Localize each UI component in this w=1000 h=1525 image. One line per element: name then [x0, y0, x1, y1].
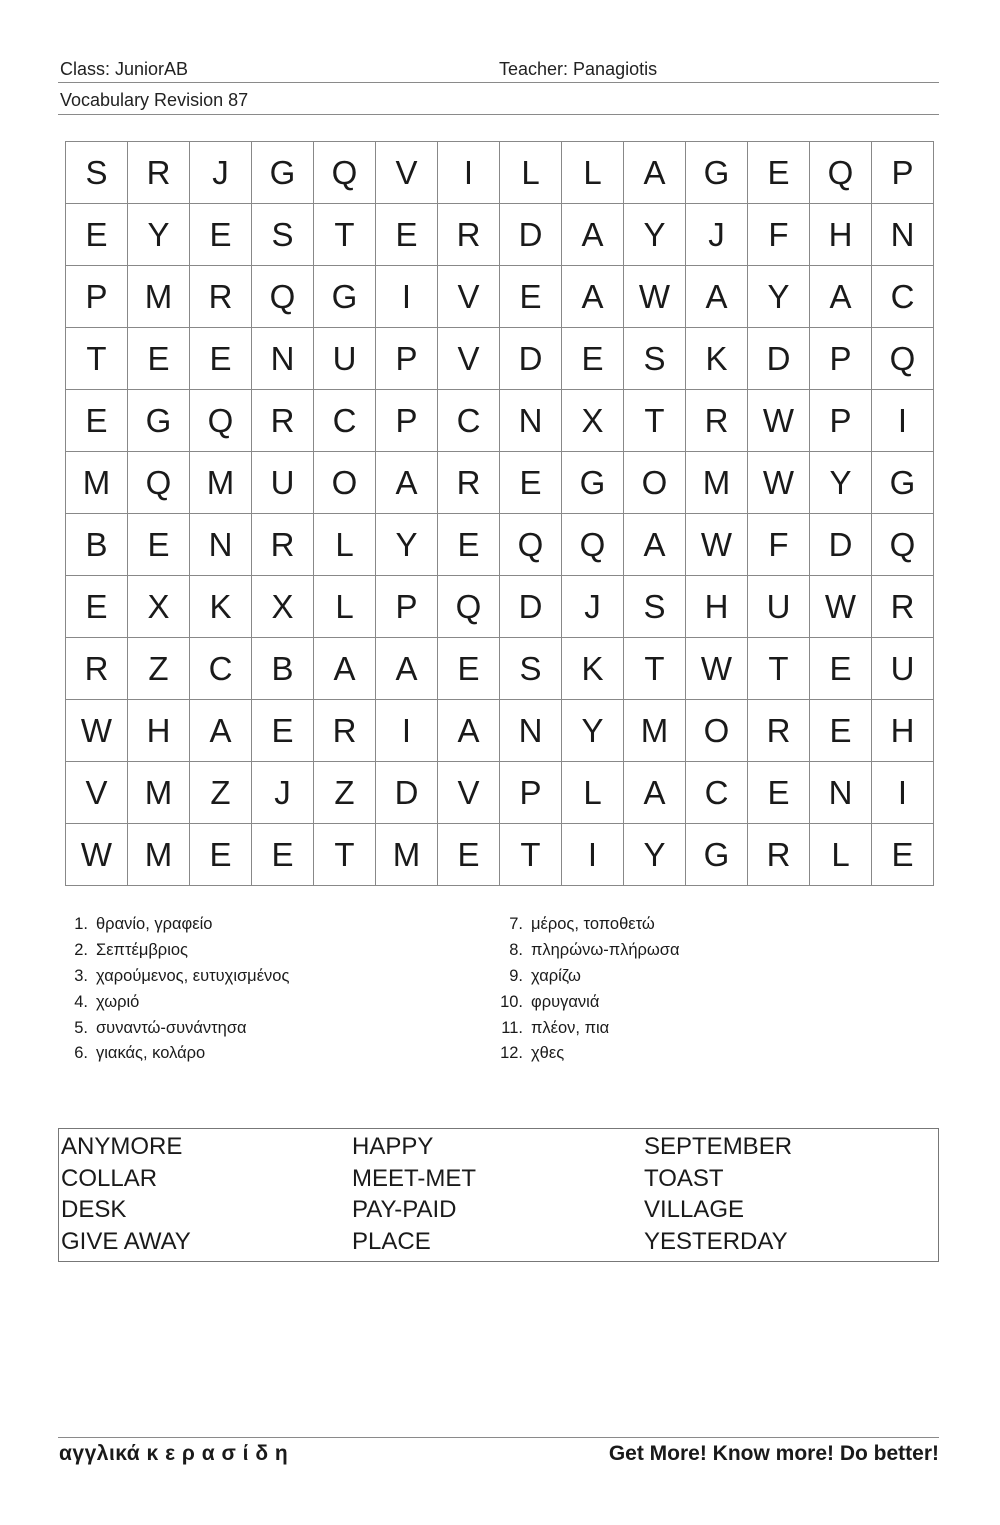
grid-cell[interactable]: U: [314, 328, 376, 390]
grid-cell[interactable]: D: [810, 514, 872, 576]
grid-cell[interactable]: P: [376, 576, 438, 638]
grid-cell[interactable]: W: [686, 514, 748, 576]
grid-cell[interactable]: C: [190, 638, 252, 700]
word-bank-word: ANYMORE: [61, 1133, 183, 1160]
grid-cell[interactable]: S: [252, 204, 314, 266]
grid-cell[interactable]: W: [66, 824, 128, 886]
grid-cell[interactable]: M: [66, 452, 128, 514]
word-bank-word: VILLAGE: [644, 1196, 745, 1223]
clue-text: θρανίο, γραφείο: [96, 915, 213, 934]
grid-cell[interactable]: A: [810, 266, 872, 328]
grid-cell[interactable]: V: [376, 142, 438, 204]
grid-cell[interactable]: V: [438, 328, 500, 390]
grid-cell[interactable]: T: [314, 824, 376, 886]
grid-cell[interactable]: E: [376, 204, 438, 266]
clue-number: 6.: [74, 1044, 88, 1063]
grid-cell[interactable]: D: [500, 576, 562, 638]
grid-cell[interactable]: Q: [872, 328, 934, 390]
clue-text: χαρούμενος, ευτυχισμένος: [96, 966, 290, 985]
grid-cell[interactable]: R: [686, 390, 748, 452]
grid-cell[interactable]: P: [376, 328, 438, 390]
grid-cell[interactable]: T: [748, 638, 810, 700]
worksheet-title: Vocabulary Revision 87: [60, 90, 249, 110]
grid-cell[interactable]: K: [190, 576, 252, 638]
grid-cell[interactable]: O: [624, 452, 686, 514]
clue-item: [58, 1015, 289, 1041]
grid-cell[interactable]: I: [438, 142, 500, 204]
grid-cell[interactable]: Y: [562, 700, 624, 762]
clue-number: 1.: [74, 915, 88, 934]
grid-cell[interactable]: F: [748, 204, 810, 266]
grid-cell[interactable]: A: [624, 142, 686, 204]
grid-cell[interactable]: Z: [128, 638, 190, 700]
grid-cell[interactable]: Q: [810, 142, 872, 204]
grid-cell[interactable]: E: [810, 638, 872, 700]
clue-item: [493, 912, 680, 938]
grid-cell[interactable]: E: [748, 762, 810, 824]
clue-item: [58, 912, 289, 938]
grid-cell[interactable]: S: [624, 576, 686, 638]
footer-slogan: Get More! Know more! Do better!: [608, 1442, 939, 1465]
header-divider: [58, 82, 939, 83]
grid-cell[interactable]: A: [562, 204, 624, 266]
clue-number: 2.: [74, 941, 88, 960]
grid-cell[interactable]: N: [500, 390, 562, 452]
clue-item: [493, 1015, 680, 1041]
grid-cell[interactable]: E: [438, 824, 500, 886]
grid-cell[interactable]: Q: [252, 266, 314, 328]
grid-cell[interactable]: M: [190, 452, 252, 514]
grid-cell[interactable]: Y: [128, 204, 190, 266]
grid-cell[interactable]: E: [66, 204, 128, 266]
grid-cell[interactable]: R: [314, 700, 376, 762]
clue-number: 12.: [500, 1044, 523, 1063]
clue-text: πλέον, πια: [531, 1018, 610, 1037]
grid-cell[interactable]: P: [872, 142, 934, 204]
grid-cell[interactable]: H: [128, 700, 190, 762]
grid-cell[interactable]: K: [562, 638, 624, 700]
grid-cell[interactable]: Z: [314, 762, 376, 824]
grid-cell[interactable]: P: [376, 390, 438, 452]
grid-cell[interactable]: R: [748, 824, 810, 886]
clue-text: γιακάς, κολάρο: [96, 1044, 206, 1063]
clue-item: [493, 989, 680, 1015]
grid-cell[interactable]: S: [624, 328, 686, 390]
grid-cell[interactable]: R: [872, 576, 934, 638]
word-bank-word: TOAST: [644, 1164, 724, 1192]
clue-number: 10.: [500, 992, 523, 1011]
grid-cell[interactable]: D: [376, 762, 438, 824]
clue-number: 8.: [509, 941, 523, 960]
grid-cell[interactable]: L: [562, 762, 624, 824]
grid-cell[interactable]: N: [872, 204, 934, 266]
clue-text: χωριό: [96, 992, 140, 1011]
clue-number: 4.: [74, 992, 88, 1011]
grid-cell[interactable]: N: [190, 514, 252, 576]
clue-item: [58, 989, 289, 1015]
grid-cell[interactable]: M: [624, 700, 686, 762]
grid-cell[interactable]: M: [376, 824, 438, 886]
word-bank-column-1: [61, 1131, 191, 1257]
word-bank-word: PLACE: [352, 1227, 431, 1255]
grid-cell[interactable]: A: [562, 266, 624, 328]
grid-cell[interactable]: M: [128, 266, 190, 328]
grid-cell[interactable]: P: [500, 762, 562, 824]
grid-cell[interactable]: E: [500, 266, 562, 328]
grid-cell[interactable]: Y: [624, 204, 686, 266]
grid-cell[interactable]: J: [562, 576, 624, 638]
grid-cell[interactable]: U: [872, 638, 934, 700]
grid-cell[interactable]: N: [500, 700, 562, 762]
grid-cell[interactable]: E: [190, 824, 252, 886]
grid-cell[interactable]: R: [438, 452, 500, 514]
grid-cell[interactable]: Q: [314, 142, 376, 204]
grid-cell[interactable]: Q: [438, 576, 500, 638]
grid-cell[interactable]: G: [562, 452, 624, 514]
grid-cell[interactable]: A: [376, 638, 438, 700]
grid-cell[interactable]: E: [190, 328, 252, 390]
grid-cell[interactable]: Y: [624, 824, 686, 886]
grid-cell[interactable]: G: [314, 266, 376, 328]
grid-cell[interactable]: W: [748, 452, 810, 514]
grid-cell[interactable]: B: [66, 514, 128, 576]
grid-cell[interactable]: R: [190, 266, 252, 328]
grid-cell[interactable]: H: [810, 204, 872, 266]
clue-number: 9.: [509, 966, 523, 985]
clue-number: 7.: [509, 915, 523, 934]
grid-cell[interactable]: G: [252, 142, 314, 204]
grid-cell[interactable]: C: [438, 390, 500, 452]
grid-cell[interactable]: R: [438, 204, 500, 266]
grid-cell[interactable]: U: [252, 452, 314, 514]
word-bank-word: GIVE AWAY: [61, 1227, 191, 1255]
grid-cell[interactable]: A: [624, 762, 686, 824]
clue-text: πληρώνω-πλήρωσα: [531, 941, 680, 960]
clue-item: [493, 1041, 680, 1067]
grid-cell[interactable]: Q: [562, 514, 624, 576]
grid-cell[interactable]: O: [686, 700, 748, 762]
clue-item: [493, 938, 680, 964]
grid-cell[interactable]: C: [872, 266, 934, 328]
clue-text: Σεπτέμβριος: [96, 941, 188, 960]
clue-text: χαρίζω: [531, 966, 581, 985]
word-bank-column-3: [644, 1131, 792, 1257]
clue-text: χθες: [531, 1044, 565, 1063]
grid-cell[interactable]: V: [66, 762, 128, 824]
grid-cell[interactable]: J: [190, 142, 252, 204]
grid-cell[interactable]: D: [748, 328, 810, 390]
grid-cell[interactable]: W: [748, 390, 810, 452]
grid-cell[interactable]: M: [128, 762, 190, 824]
grid-cell[interactable]: Q: [190, 390, 252, 452]
grid-cell[interactable]: C: [314, 390, 376, 452]
clue-item: [58, 964, 289, 990]
word-bank-word: COLLAR: [61, 1164, 158, 1192]
grid-cell[interactable]: D: [500, 328, 562, 390]
grid-cell[interactable]: O: [314, 452, 376, 514]
grid-cell[interactable]: N: [810, 762, 872, 824]
grid-cell[interactable]: A: [376, 452, 438, 514]
clue-number: 11.: [501, 1018, 523, 1037]
grid-cell[interactable]: E: [66, 576, 128, 638]
grid-cell[interactable]: A: [624, 514, 686, 576]
grid-cell[interactable]: F: [748, 514, 810, 576]
grid-cell[interactable]: E: [438, 638, 500, 700]
grid-cell[interactable]: T: [66, 328, 128, 390]
grid-cell[interactable]: Y: [748, 266, 810, 328]
grid-cell[interactable]: E: [500, 452, 562, 514]
grid-cell[interactable]: T: [500, 824, 562, 886]
footer-brand: αγγλικά κ ε ρ α σ ί δ η: [59, 1442, 289, 1465]
word-bank-word: MEET-MET: [352, 1164, 476, 1192]
clue-text: φρυγανιά: [531, 992, 600, 1011]
grid-cell[interactable]: D: [500, 204, 562, 266]
grid-cell[interactable]: M: [128, 824, 190, 886]
grid-cell[interactable]: J: [252, 762, 314, 824]
clue-text: μέρος, τοποθετώ: [531, 915, 655, 934]
grid-cell[interactable]: E: [128, 514, 190, 576]
grid-cell[interactable]: J: [686, 204, 748, 266]
grid-cell[interactable]: R: [128, 142, 190, 204]
grid-cell[interactable]: E: [190, 204, 252, 266]
clue-number: 3.: [74, 966, 88, 985]
grid-cell[interactable]: H: [872, 700, 934, 762]
grid-cell[interactable]: P: [66, 266, 128, 328]
grid-cell[interactable]: S: [500, 638, 562, 700]
grid-cell[interactable]: M: [686, 452, 748, 514]
grid-cell[interactable]: I: [562, 824, 624, 886]
grid-cell[interactable]: R: [252, 390, 314, 452]
grid-cell[interactable]: H: [686, 576, 748, 638]
clue-list-right: [493, 912, 680, 1067]
grid-cell[interactable]: W: [810, 576, 872, 638]
grid-cell[interactable]: W: [686, 638, 748, 700]
header-divider-bottom: [58, 114, 939, 115]
grid-cell[interactable]: I: [872, 762, 934, 824]
grid-cell[interactable]: P: [810, 390, 872, 452]
grid-cell[interactable]: S: [66, 142, 128, 204]
clue-list-left: [58, 912, 289, 1067]
clue-item: [493, 964, 680, 990]
grid-cell[interactable]: C: [686, 762, 748, 824]
grid-cell[interactable]: X: [128, 576, 190, 638]
grid-cell[interactable]: G: [128, 390, 190, 452]
grid-cell[interactable]: A: [438, 700, 500, 762]
grid-cell[interactable]: T: [624, 390, 686, 452]
grid-cell[interactable]: T: [314, 204, 376, 266]
word-search-grid: [65, 141, 934, 886]
grid-cell[interactable]: B: [252, 638, 314, 700]
grid-cell[interactable]: L: [314, 576, 376, 638]
grid-cell[interactable]: I: [376, 266, 438, 328]
grid-cell[interactable]: T: [624, 638, 686, 700]
grid-cell[interactable]: L: [562, 142, 624, 204]
word-bank-word: HAPPY: [352, 1133, 434, 1160]
word-bank-column-2: [352, 1131, 476, 1257]
grid-cell[interactable]: E: [438, 514, 500, 576]
grid-cell[interactable]: E: [252, 824, 314, 886]
grid-cell[interactable]: X: [252, 576, 314, 638]
grid-cell[interactable]: G: [872, 452, 934, 514]
grid-cell[interactable]: N: [252, 328, 314, 390]
grid-cell[interactable]: E: [748, 142, 810, 204]
grid-cell[interactable]: E: [252, 700, 314, 762]
footer-divider: [58, 1437, 939, 1438]
word-bank-word: DESK: [61, 1196, 127, 1223]
grid-cell[interactable]: P: [810, 328, 872, 390]
grid-cell[interactable]: E: [128, 328, 190, 390]
word-bank: [58, 1128, 939, 1262]
grid-cell[interactable]: L: [314, 514, 376, 576]
grid-cell[interactable]: X: [562, 390, 624, 452]
grid-cell[interactable]: V: [438, 266, 500, 328]
grid-cell[interactable]: Q: [128, 452, 190, 514]
grid-cell[interactable]: Z: [190, 762, 252, 824]
grid-cell[interactable]: I: [376, 700, 438, 762]
grid-cell[interactable]: L: [810, 824, 872, 886]
teacher-label: Teacher: Panagiotis: [499, 59, 658, 79]
grid-cell[interactable]: K: [686, 328, 748, 390]
grid-cell[interactable]: A: [190, 700, 252, 762]
grid-cell[interactable]: V: [438, 762, 500, 824]
clue-item: [58, 938, 289, 964]
grid-cell[interactable]: R: [66, 638, 128, 700]
grid-cell[interactable]: R: [748, 700, 810, 762]
grid-cell[interactable]: Y: [376, 514, 438, 576]
grid-cell[interactable]: W: [66, 700, 128, 762]
grid-cell[interactable]: U: [748, 576, 810, 638]
grid-cell[interactable]: E: [872, 824, 934, 886]
grid-cell[interactable]: Q: [872, 514, 934, 576]
word-bank-word: YESTERDAY: [644, 1227, 788, 1255]
grid-cell[interactable]: G: [686, 142, 748, 204]
grid-cell[interactable]: E: [66, 390, 128, 452]
word-bank-word: PAY-PAID: [352, 1196, 457, 1223]
grid-cell[interactable]: Y: [810, 452, 872, 514]
grid-cell[interactable]: A: [686, 266, 748, 328]
clue-number: 5.: [74, 1018, 88, 1037]
clue-item: [58, 1041, 289, 1067]
grid-cell[interactable]: I: [872, 390, 934, 452]
grid-cell[interactable]: Q: [500, 514, 562, 576]
grid-cell[interactable]: W: [624, 266, 686, 328]
grid-cell[interactable]: E: [562, 328, 624, 390]
grid-cell[interactable]: A: [314, 638, 376, 700]
grid-cell[interactable]: L: [500, 142, 562, 204]
grid-cell[interactable]: E: [810, 700, 872, 762]
grid-cell[interactable]: G: [686, 824, 748, 886]
clue-text: συναντώ-συνάντησα: [96, 1018, 247, 1037]
grid-cell[interactable]: R: [252, 514, 314, 576]
class-label: Class: JuniorAB: [60, 59, 189, 79]
word-bank-word: SEPTEMBER: [644, 1133, 793, 1160]
